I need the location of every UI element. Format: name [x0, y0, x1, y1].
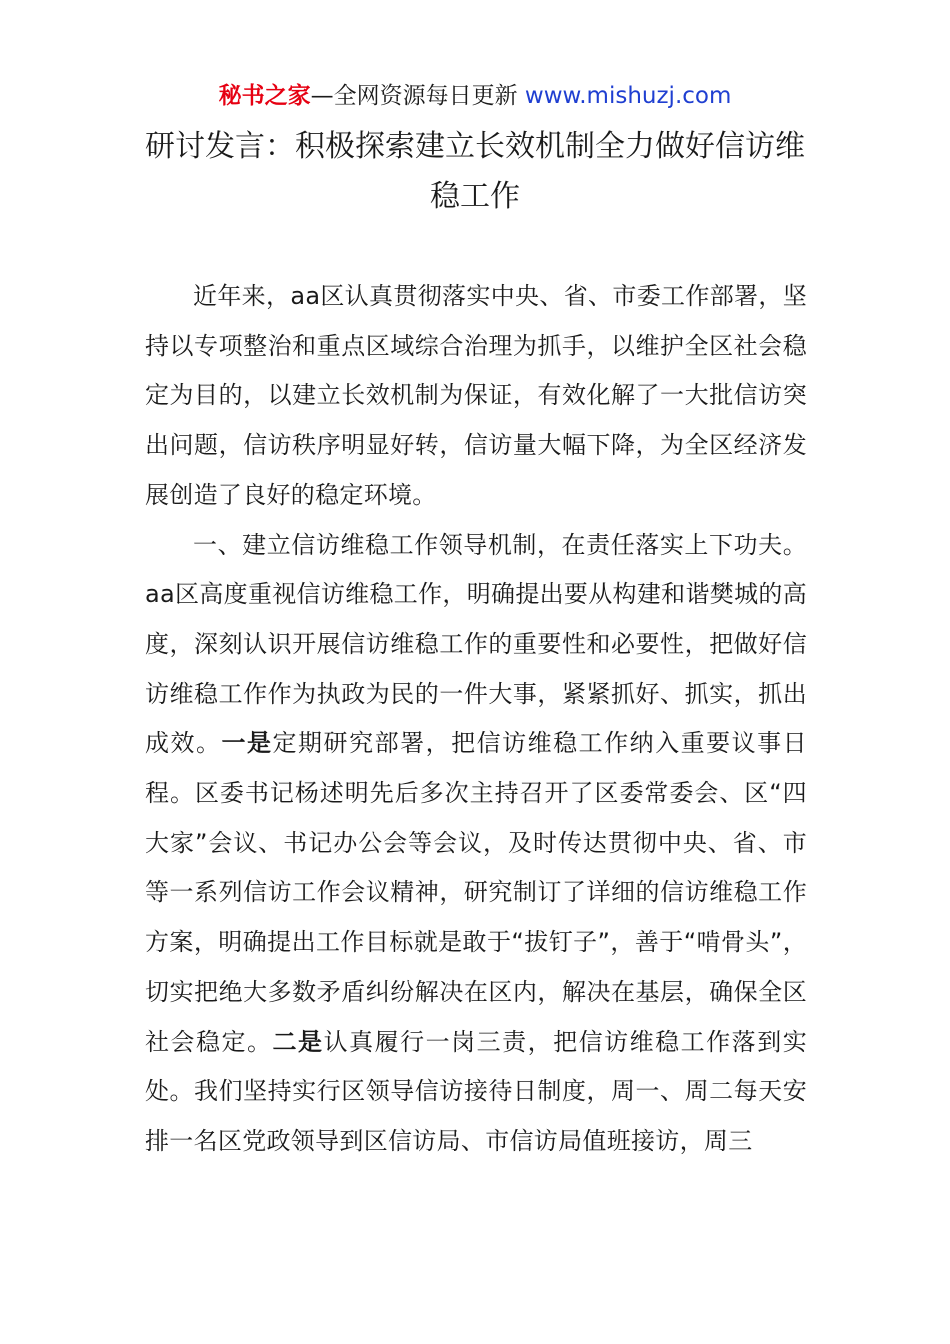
paragraph-intro: 近年来，aa区认真贯彻落实中央、省、市委工作部署，坚持以专项整治和重点区域综合治理为抓手，以维护全区社会稳定为目的，以建立长效机制为保证，有效化解了一大批信访突出问题，信访秩序明显好转，信访量大幅下降，为全区经济发展创造了良好的稳定环境。 [145, 282, 807, 509]
point-one-label: 一是 [221, 729, 273, 758]
site-url-link[interactable]: www.mishuzj.com [524, 83, 732, 109]
site-brand: 秘书之家 [218, 83, 311, 109]
paragraph-section-one [145, 521, 807, 1167]
point-two-label: 二是 [272, 1027, 324, 1056]
document-title: 研讨发言：积极探索建立长效机制全力做好信访维稳工作 [145, 129, 805, 214]
document-body [145, 272, 807, 1167]
site-tagline: —全网资源每日更新 [310, 83, 525, 109]
point-two-text: 认真履行一岗三责，把信访维稳工作落到实处。我们坚持实行区领导信访接待日制度，周一、周二每天安排一名区党政领导到区信访局、市信访局值班接访，周三 [145, 1027, 807, 1155]
site-header [0, 78, 950, 114]
point-one-text: 定期研究部署，把信访维稳工作纳入重要议事日程。区委书记杨述明先后多次主持召开了区委常委会、区“四大家”会议、书记办公会等会议，及时传达贯彻中央、省、市等一系列信访工作会议精神，研究制订了详细的信访维稳工作方案，明确提出工作目标就是敢于“拔钉子”，善于“啃骨头”，切实把绝大多数矛盾纠纷解决在区内，解决在基层，确保全区社会稳定。 [145, 729, 807, 1056]
section-one-text: 一、建立信访维稳工作领导机制，在责任落实上下功夫。aa区高度重视信访维稳工作，明确提出要从构建和谐樊城的高度，深刻认识开展信访维稳工作的重要性和必要性，把做好信访维稳工作作为执政为民的一件大事，紧紧抓好、抓实，抓出成效。 [145, 530, 807, 758]
